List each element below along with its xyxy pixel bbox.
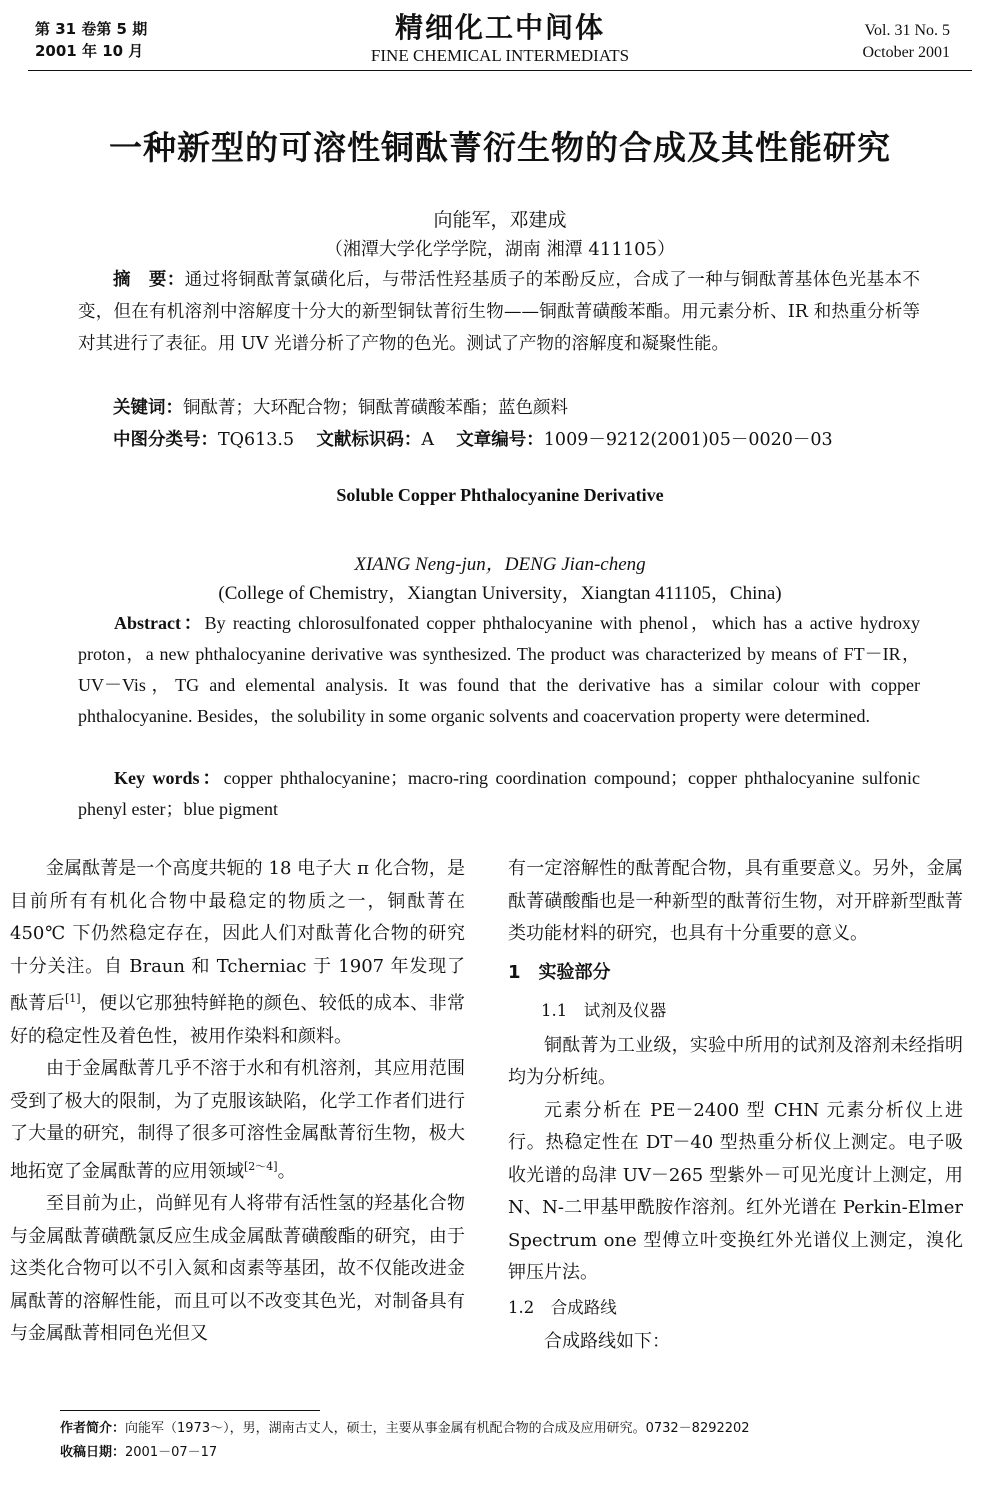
subsection-heading-reagents: 1.1 试剂及仪器	[541, 1001, 667, 1020]
volume-en: Vol. 31 No. 5	[864, 22, 950, 39]
header-right	[862, 20, 950, 64]
abstract-cn-text: 通过将铜酞菁氯磺化后，与带活性羟基质子的苯酚反应，合成了一种与铜酞菁基体色光基本不变，但在有机溶剂中溶解度十分大的新型铜钛菁衍生物——铜酞菁磺酸苯酯。用元素分析、IR 和热重分析等对其进行了表征。用 UV 光谱分析了产物的色光。测试了产物的溶解度和凝聚性能。	[78, 270, 921, 354]
footnote-received	[60, 1442, 217, 1464]
abstract-en-label: Abstract：	[114, 613, 205, 633]
footnote-received-text: 2001－07－17	[125, 1445, 218, 1460]
date-cn: 2001 年 10 月	[35, 42, 144, 60]
clc-value: TQ613.5	[218, 430, 295, 450]
body-paragraph-synthesis: 合成路线如下：	[544, 1331, 670, 1352]
body-paragraph-reagents: 铜酞菁为工业级，实验中所用的试剂及溶剂未经指明均为分析纯。	[508, 1034, 963, 1088]
abstract-cn	[78, 264, 920, 360]
paragraph-text: 由于金属酞菁几乎不溶于水和有机溶剂，其应用范围受到了极大的限制，为了克服该缺陷，化学工作者们进行了大量的研究，制得了很多可溶性金属酞菁衍生物，极大地拓宽了金属酞菁的应用领域	[10, 1058, 465, 1182]
authors-en: XIANG Neng-jun，DENG Jian-cheng	[354, 554, 646, 575]
footnote-received-label: 收稿日期：	[60, 1445, 126, 1460]
body-paragraph-1	[10, 853, 465, 1053]
authors-cn: 向能军，邓建成	[433, 209, 567, 231]
citation-ref: [2～4]	[244, 1159, 278, 1173]
keywords-en-text: copper phthalocyanine；macro-ring coordination compound；copper phthalocyanine sulfonic phenyl ester；blue pigment	[78, 768, 920, 819]
keywords-cn-label: 关键词：	[113, 398, 183, 418]
body-paragraph-instruments: 元素分析在 PE－2400 型 CHN 元素分析仪上进行。热稳定性在 DT－40 型热重分析仪上测定。电子吸收光谱的岛津 UV－265 型紫外－可见光度计上测定，用 N、N-二甲基甲酰胺作溶剂。红外光谱在 Perkin-Elmer Spectrum one 型傅立叶变换红外光谱仪上测定，溴化钾压片法。	[508, 1099, 963, 1283]
footnote-author-label: 作者简介：	[60, 1421, 126, 1436]
footnote-rule	[60, 1410, 320, 1411]
clc-label: 中图分类号：	[113, 430, 218, 450]
header-center	[250, 10, 750, 66]
journal-name-en: FINE CHEMICAL INTERMEDIATS	[370, 46, 630, 65]
article-no-value: 1009－9212(2001)05－0020－03	[543, 430, 833, 450]
header-left	[35, 18, 147, 62]
body-column-right	[508, 853, 963, 1359]
date-en: October 2001	[862, 44, 950, 61]
volume-cn: 第 31 卷第 5 期	[35, 20, 148, 38]
classification-line	[78, 424, 920, 456]
keywords-en-label: Key words：	[114, 768, 224, 788]
body-column-left	[10, 853, 465, 1351]
doc-code-label: 文献标识码：	[316, 430, 422, 450]
keywords-en	[78, 763, 920, 825]
journal-name-cn: 精细化工中间体	[394, 11, 605, 44]
paragraph-text: 。	[277, 1160, 296, 1182]
citation-ref: [1]	[64, 992, 81, 1005]
paper-title-cn: 一种新型的可溶性铜酞菁衍生物的合成及其性能研究	[109, 128, 891, 167]
affiliation-en: (College of Chemistry，Xiangtan University，Xiangtan 411105，China)	[218, 583, 782, 604]
subsection-heading-synthesis: 1.2 合成路线	[508, 1297, 617, 1317]
keywords-cn-text: 铜酞菁；大环配合物；铜酞菁磺酸苯酯；蓝色颜料	[183, 398, 568, 418]
paper-title-en: Soluble Copper Phthalocyanine Derivative	[336, 485, 664, 505]
header-rule	[28, 70, 972, 71]
keywords-cn	[78, 392, 920, 424]
body-paragraph-2	[10, 1053, 465, 1188]
body-paragraph-3: 至目前为止，尚鲜见有人将带有活性氢的羟基化合物与金属酞菁磺酰氯反应生成金属酞菁磺酸酯的研究，由于这类化合物可以不引入氮和卤素等基团，故不仅能改进金属酞菁的溶解性能，而且可以不改变其色光，对制备具有与金属酞菁相同色光但又	[10, 1193, 465, 1344]
affiliation-cn: （湘潭大学化学学院，湖南 湘潭 411105）	[324, 239, 676, 260]
article-no-label: 文章编号：	[456, 430, 544, 450]
abstract-cn-label: 摘 要：	[113, 270, 185, 290]
paragraph-text: 金属酞菁是一个高度共轭的 18 电子大 π 化合物，是目前所有有机化合物中最稳定的物质之一，铜酞菁在 450℃ 下仍然稳定存在，因此人们对酞菁化合物的研究十分关注。自 Braun 和 Tcherniac 于 1907 年发现了酞菁后	[10, 858, 465, 1014]
footnote-author	[60, 1418, 750, 1440]
abstract-en	[78, 608, 920, 732]
doc-code-value: A	[421, 430, 435, 450]
paragraph-text: ，便以它那独特鲜艳的颜色、较低的成本、非常好的稳定性及着色性，被用作染料和颜料。	[10, 993, 466, 1047]
footnote-author-text: 向能军（1973～），男，湖南古丈人，硕士，主要从事金属有机配合物的合成及应用研究。0732－8292202	[125, 1421, 750, 1436]
body-paragraph-continued: 有一定溶解性的酞菁配合物，具有重要意义。另外，金属酞菁磺酸酯也是一种新型的酞菁衍生物，对开辟新型酞菁类功能材料的研究，也具有十分重要的意义。	[508, 858, 963, 944]
section-heading-experimental: 1 实验部分	[508, 961, 611, 983]
abstract-en-text: By reacting chlorosulfonated copper phthalocyanine with phenol，which has a active hydroxy proton，a new phthalocyanine derivative was synthesized. The product was characterized by means of FT－IR，UV－Vis，TG and elemental analysis. It was found that the derivative has a similar colour with copper phthalocyanine. Besides，the solubility in some organic solvents and coacervation property were determined.	[78, 613, 921, 726]
